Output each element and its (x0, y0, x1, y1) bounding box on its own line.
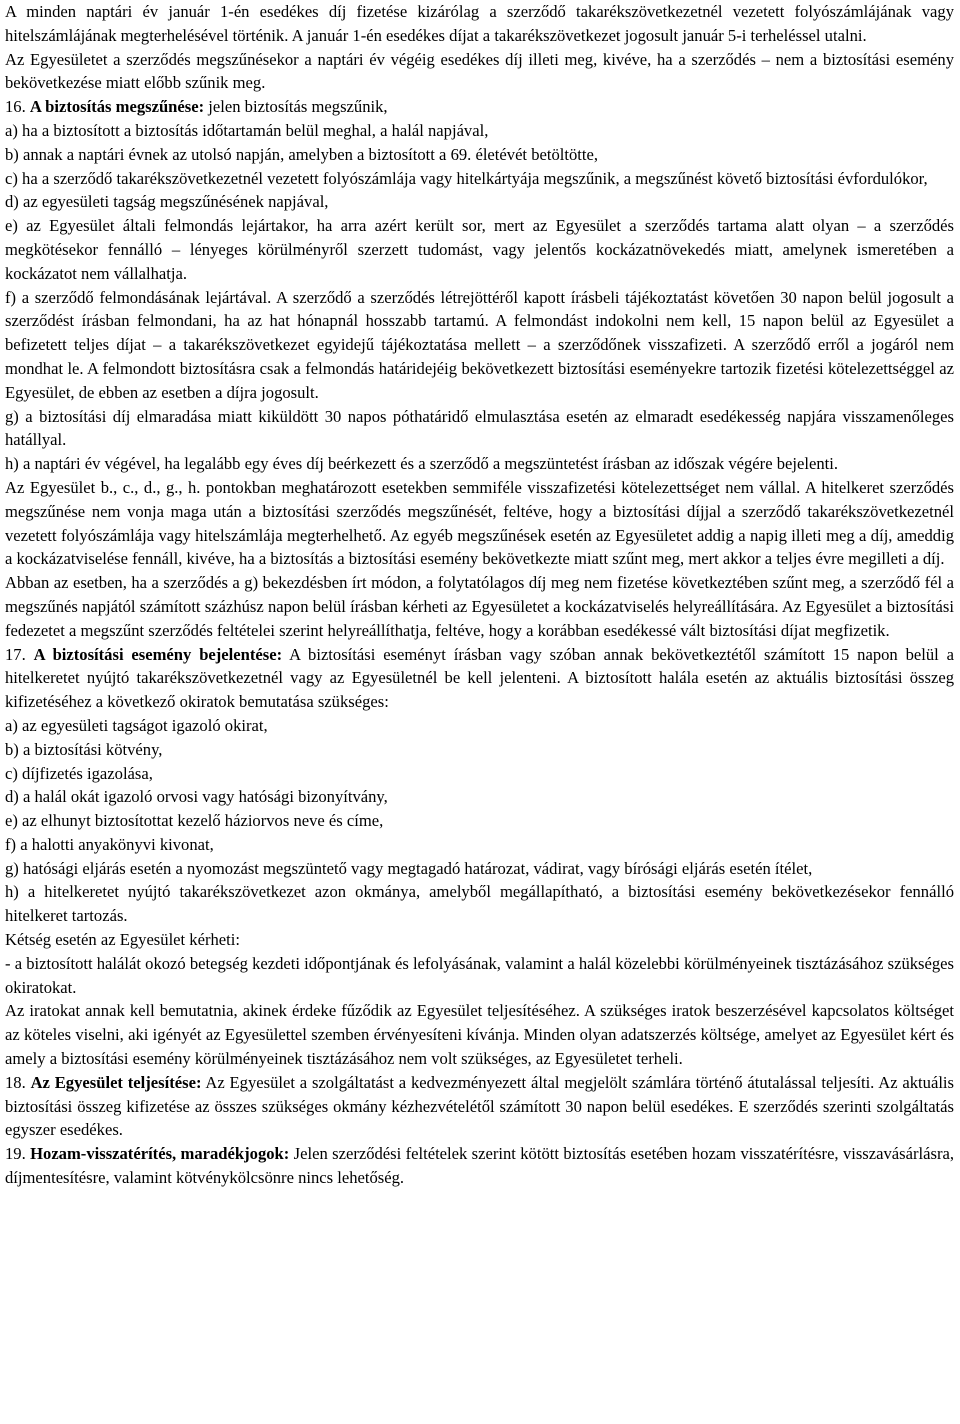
section-18-intro: Az Egyesület a szolgáltatást a kedvezményezett által megjelölt számlára történő átutalással teljesíti. Az aktuális biztosítási összeg kifizetése az összes szükséges okmány kézhezvételétől számított 30 napon belül esedékes. E szerződés szerinti szolgáltatás egyszer esedékes. (5, 1072, 954, 1140)
section-17-intro: A biztosítási eseményt írásban vagy szóban annak bekövetkeztétől számított 15 napon belül a hitelkeretet nyújtó takarékszövetkezetnél vagy az Egyesületnél be kell jelenteni. A biztosított halála esetén az aktuális biztosítási összeg kifizetéséhez a következő okiratok bemutatása szükséges: (5, 644, 955, 712)
section-18-title: Az Egyesület teljesítése: (30, 1072, 202, 1092)
section-18-number: 18. (5, 1072, 26, 1092)
document-list-item-g: g) hatósági eljárás esetén a nyomozást megszüntető vagy megtagadó határozat, vádirat, vagy bírósági eljárás esetén ítélet, (5, 858, 813, 878)
paragraph-document-costs: Az iratokat annak kell bemutatnia, akinek érdeke fűződik az Egyesület teljesítéséhez. A szükséges iratok beszerzésével kapcsolatos költséget az köteles viselni, aki igényét az Egyesülettel szemben érvényesíteni kívánja. Minden olyan adatszerzés költsége, amelyet az Egyesület kért és amely a biztosítási esemény körülményeinek tisztázásához nem volt szükséges, az Egyesületet terheli. (5, 1001, 954, 1069)
section-19-heading-paragraph (5, 1142, 954, 1190)
document-list-item-h: h) a hitelkeretet nyújtó takarékszövetkezet azon okmánya, amelyből megállapítható, a biztosítási esemény bekövetkezésekor fennálló hitelkeret tartozás. (5, 882, 954, 926)
section-16-intro: jelen biztosítás megszűnik, (208, 97, 388, 117)
paragraph-annual-premium-payment: A minden naptári év január 1-én esedékes díj fizetése kizárólag a szerződő takarékszövetkezetnél vezetett folyószámlájának vagy hitelszámlájának megterhelésével történik. A január 1-én esedékes díjat a takarékszövetkezet jogosult január 5-i terheléssel utalni. (5, 2, 954, 45)
document-list-item-b: b) a biztosítási kötvény, (5, 739, 163, 759)
termination-item-h: h) a naptári év végével, ha legalább egy éves díj beérkezett és a szerződő a megszüntetést írásban az időszak végére bejelenti. (5, 454, 838, 474)
document-list-item-d: d) a halál okát igazoló orvosi vagy hatósági bizonyítvány, (5, 787, 388, 807)
paragraph-reinstatement: Abban az esetben, ha a szerződés a g) bekezdésben írt módon, a folytatólagos díj meg nem fizetése következtében szűnt meg, a szerződő fél a megszűnés napjától számított százhúsz napon belül írásban kérheti az Egyesületet a kockázatviselés helyreállítására. Az Egyesület a biztosítási fedezetet a megszűnt szerződés feltételei szerint helyreállíthatja, feltéve, hogy a korábban esedékessé vált biztosítási díjat megfizetik. (5, 573, 954, 640)
termination-item-e: e) az Egyesület általi felmondás lejártakor, ha arra azért került sor, mert az Egyesület a szerződés tartama alatt olyan – a szerződés megkötésekor fennálló – lényeges körülményről szerzett tudomást, vagy jelentős kockázatnövekedés miatt, amelynek ismeretében a kockázatot nem vállalhatja. (5, 216, 954, 283)
paragraph-illness-documents: - a biztosított halálát okozó betegség kezdeti időpontjának és lefolyásának, valamint a halál közelebbi körülményeinek tisztázásához szükséges okiratokat. (5, 953, 954, 997)
section-19-number: 19. (5, 1144, 26, 1164)
section-16-heading-paragraph (5, 95, 954, 119)
document-list-item-c: c) díjfizetés igazolása, (5, 763, 153, 783)
termination-item-f: f) a szerződő felmondásának lejártával. A szerződő a szerződés létrejöttéről kapott írásbeli tájékoztatást követően 30 napon belül jogosult a szerződést írásban felmondani, ha az hat hónapnál hosszabb tartamú. A felmondást indokolni nem kell, 15 napon belül az Egyesület a befizetett teljes díjat – a takarékszövetkezet egyidejű tájékoztatása mellett – a szerződőnek visszafizeti. A szerződő erről a jogáról nem mondhat le. A felmondott biztosításra csak a felmondás határidejéig bekövetkezett biztosítási eseményekre tartozik fizetési kötelezettséggel az Egyesület, de ebben az esetben a díjra jogosult. (5, 287, 954, 402)
paragraph-doubt-request: Kétség esetén az Egyesület kérheti: (5, 930, 240, 950)
document-list-item-e: e) az elhunyt biztosítottat kezelő háziorvos neve és címe, (5, 811, 384, 831)
section-17-title: A biztosítási esemény bejelentése: (33, 644, 283, 664)
termination-item-g: g) a biztosítási díj elmaradása miatt kiküldött 30 napos póthatáridő elmulasztása esetén az elmaradt esedékesség napjára visszamenőleges hatállyal. (5, 406, 954, 450)
section-16-number: 16. (5, 97, 26, 117)
section-17-heading-paragraph (5, 643, 954, 714)
section-19-title: Hozam-visszatérítés, maradékjogok: (30, 1144, 290, 1164)
termination-item-c: c) ha a szerződő takarékszövetkezetnél vezetett folyószámlája vagy hitelkártyája megszűnik, a megszűnést követő biztosítási évfordulókor, (5, 168, 928, 188)
section-19-intro: Jelen szerződési feltételek szerint kötött biztosítás esetében hozam visszatérítésre, visszavásárlásra, díjmentesítésre, valamint kötvénykölcsönre nincs lehetőség. (5, 1144, 954, 1188)
section-16-title: A biztosítás megszűnése: (29, 97, 205, 117)
termination-item-b: b) annak a naptári évnek az utolsó napján, amelyben a biztosított a 69. életévét betöltötte, (5, 144, 599, 164)
paragraph-no-refund: Az Egyesület b., c., d., g., h. pontokban meghatározott esetekben semmiféle visszafizetési kötelezettséget nem vállal. A hitelkeret szerződés megszűnése nem vonja maga után a biztosítási szerződés megszűnését, feltéve, hogy a biztosítási díjjal a szerződő takarékszövetkezetnél vezetett folyószámlája vagy hitelszámlája megterhelhető. Az egyéb megszűnések esetén az Egyesületet addig a napig illeti meg a díj, ameddig a kockázatviselése fennáll, kivéve, ha a biztosítás a biztosítási esemény bekövetkezte miatt szűnt meg, mert akkor a teljes évre megilleti a díj. (5, 477, 954, 569)
paragraph-premium-on-termination: Az Egyesületet a szerződés megszűnésekor a naptári év végéig esedékes díj illeti meg, kivéve, ha a szerződés – nem a biztosítási esemény bekövetkezése miatt előbb szűnik meg. (5, 49, 954, 93)
termination-item-a: a) ha a biztosított a biztosítás időtartamán belül meghal, a halál napjával, (5, 120, 489, 140)
termination-item-d: d) az egyesületi tagság megszűnésének napjával, (5, 192, 329, 212)
document-list-item-f: f) a halotti anyakönyvi kivonat, (5, 834, 214, 854)
document-list-item-a: a) az egyesületi tagságot igazoló okirat, (5, 715, 268, 735)
section-18-heading-paragraph (5, 1071, 954, 1142)
section-17-number: 17. (5, 644, 26, 664)
